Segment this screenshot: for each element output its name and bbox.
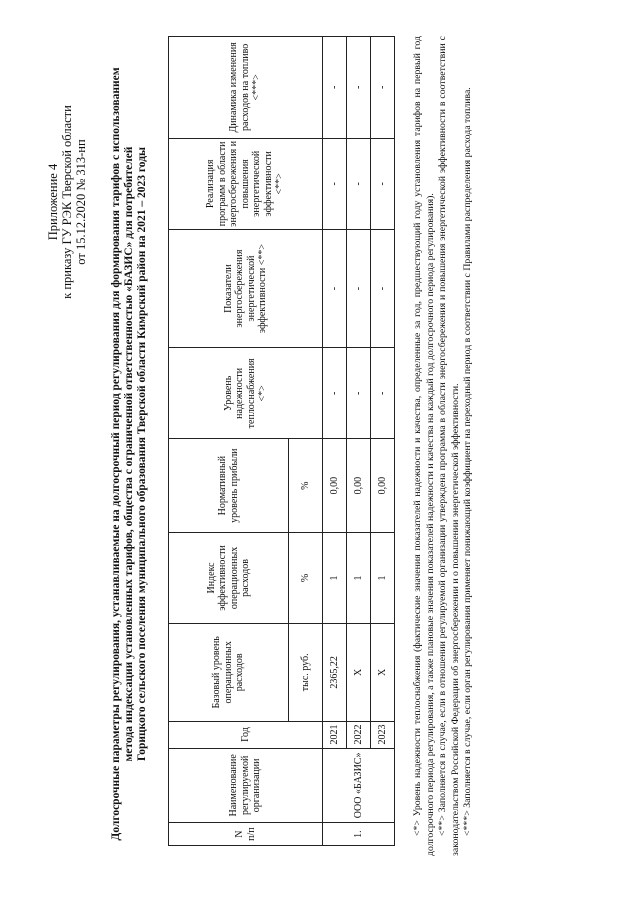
unit-base-opex: тыс. руб. [289,624,323,721]
footnotes [412,36,475,856]
header-base-opex: Базовый уровень операционных расходов [169,624,289,721]
cell-base-opex: X [347,624,371,721]
appendix-order-date: от 15.12.2020 № 313-нп [74,139,88,265]
cell-year: 2021 [323,721,347,748]
org-name: ООО «БАЗИС» [323,748,395,823]
header-reliability: Уровень надежности теплоснабжения <*> [169,348,323,439]
parameters-table [168,36,395,846]
header-organization: Наименование регулируемой организации [169,748,323,823]
cell-efficiency-index: 1 [323,532,347,623]
title-line-2: метода индексации установленных тарифов, общества с ограниченной ответственностью «БАЗИС» для потребителей [123,146,135,762]
appendix-number: Приложение 4 [46,163,60,241]
cell-base-opex: 2365,22 [323,624,347,721]
table-row [371,37,395,846]
header-fuel-dynamics: Динамика изменения расходов на топливо <***> [169,37,323,139]
appendix-header [46,52,88,352]
document-title [110,44,149,864]
cell-fuel-dynamics: - [323,37,347,139]
cell-energy-program: - [323,138,347,229]
org-number: 1. [323,823,395,846]
cell-energy-saving: - [371,229,395,347]
cell-energy-saving: - [347,229,371,347]
footnote-fuel: <***> Заполняется в случае, если орган регулирования применяет понижающий коэффициент на переходный период в соответствии с Правилами распределения расхода топлива. [462,87,473,836]
unit-profit-level: % [289,439,323,532]
cell-energy-saving: - [323,229,347,347]
cell-reliability: - [371,348,395,439]
cell-reliability: - [323,348,347,439]
cell-fuel-dynamics: - [347,37,371,139]
header-year: Год [169,721,323,748]
header-energy-saving: Показатели энергосбережения энергетической эффективности <**> [169,229,323,347]
cell-year: 2023 [371,721,395,748]
cell-base-opex: X [371,624,395,721]
title-line-1: Долгосрочные параметры регулирования, устанавливаемые на долгосрочный период регулирования для формирования тарифов с использованием [110,67,122,841]
cell-year: 2022 [347,721,371,748]
footnote-energy-program: <**> Заполняется в случае, если в отношении регулируемой организации утверждена программа в области энергосбережения и повышения энергетической эффективности в соответствии с законодательством Российской Федерации об энергосбережении и о повышении энергетической эффективности. [437,36,461,856]
cell-energy-program: - [347,138,371,229]
header-energy-program: Реализация программ в области энергосбережения и повышения энергетической эффективности <**> [169,138,323,229]
header-profit-level: Нормативный уровень прибыли [169,439,289,532]
table-row [323,37,347,846]
header-number: N п/п [169,823,323,846]
table-row [347,37,371,846]
cell-efficiency-index: 1 [347,532,371,623]
cell-profit-level: 0,00 [371,439,395,532]
cell-energy-program: - [371,138,395,229]
cell-efficiency-index: 1 [371,532,395,623]
unit-efficiency-index: % [289,532,323,623]
footnote-reliability: <*> Уровень надежности теплоснабжения (фактические значения показателей надежности и качества, определенные за год, предшествующий году установления тарифов на первый год долгосрочного периода регулирования, а также плановые значения показателей надежности и качества на каждый год долгосрочного периода регулирования). [412,36,436,856]
appendix-order-ref: к приказу ГУ РЭК Тверской области [60,105,74,299]
cell-fuel-dynamics: - [371,37,395,139]
cell-reliability: - [347,348,371,439]
cell-profit-level: 0,00 [347,439,371,532]
header-efficiency-index: Индекс эффективности операционных расходов [169,532,289,623]
cell-profit-level: 0,00 [323,439,347,532]
title-line-3: Горицкого сельского поселения муниципального образования Тверской области Кимрский район на 2021 – 2023 годы [136,146,148,762]
